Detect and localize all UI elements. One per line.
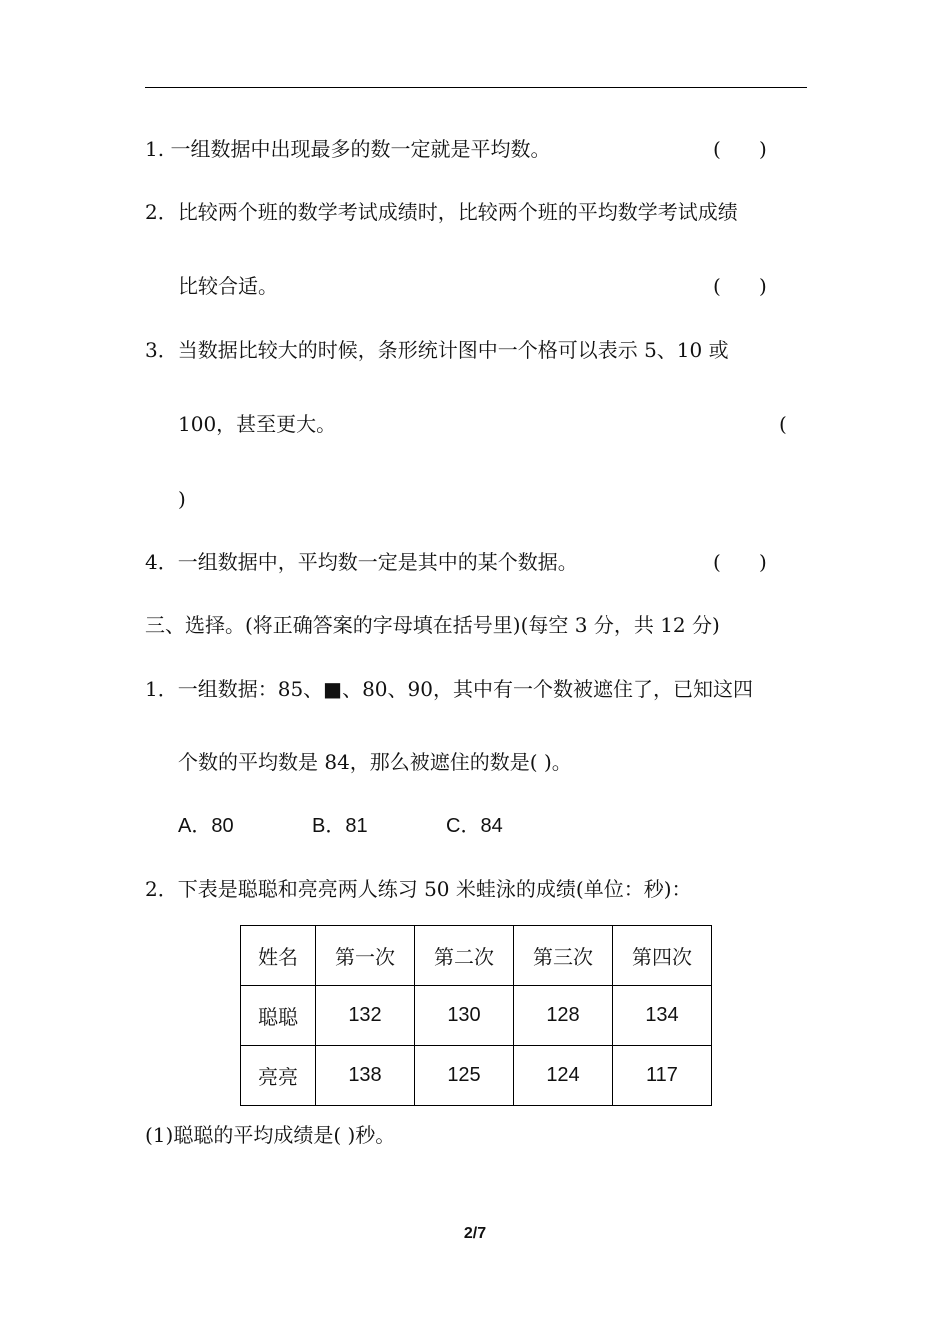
score-table [240, 925, 712, 1106]
table-header: 第二次 [415, 926, 514, 986]
judge-q3-line2: 100，甚至更大。 [178, 412, 337, 436]
table-cell: 130 [415, 986, 514, 1046]
table-cell: 117 [613, 1046, 712, 1106]
judge-q3-line1: 3．当数据比较大的时候，条形统计图中一个格可以表示 5、10 或 [145, 338, 729, 362]
table-header-row [241, 926, 712, 986]
table-cell: 138 [316, 1046, 415, 1106]
choice-q1-line1: 1．一组数据：85、■、80、90，其中有一个数被遮住了，已知这四 [145, 677, 753, 701]
page-number: 2/7 [463, 1225, 487, 1242]
table-header: 第三次 [514, 926, 613, 986]
judge-q2-line2: 比较合适。 [178, 274, 278, 298]
table-row [241, 986, 712, 1046]
judge-q4-text: 4．一组数据中，平均数一定是其中的某个数据。 [145, 550, 578, 574]
judge-q1-blank[interactable]: ( ) [713, 137, 767, 161]
judge-q3-open-paren[interactable]: ( [779, 412, 787, 436]
option-c[interactable]: C．84 [446, 815, 503, 837]
option-a[interactable]: A．80 [178, 815, 234, 837]
section3-heading: 三、选择。(将正确答案的字母填在括号里)(每空 3 分，共 12 分) [145, 613, 720, 637]
table-header: 姓名 [241, 926, 316, 986]
choice-q2-intro: 2．下表是聪聪和亮亮两人练习 50 米蛙泳的成绩(单位：秒)： [145, 877, 692, 901]
choice-q2-sub1: (1)聪聪的平均成绩是( )秒。 [145, 1123, 396, 1147]
table-cell: 124 [514, 1046, 613, 1106]
header-rule [145, 87, 807, 88]
choice-q1-line2: 个数的平均数是 84，那么被遮住的数是( )。 [178, 750, 572, 774]
judge-q4-blank[interactable]: ( ) [713, 550, 767, 574]
table-header: 第一次 [316, 926, 415, 986]
table-cell: 132 [316, 986, 415, 1046]
judge-q2-blank[interactable]: ( ) [713, 274, 767, 298]
table-row [241, 1046, 712, 1106]
table-cell: 128 [514, 986, 613, 1046]
judge-q2-line1: 2．比较两个班的数学考试成绩时，比较两个班的平均数学考试成绩 [145, 200, 738, 224]
table-cell-name: 亮亮 [241, 1046, 316, 1106]
option-b[interactable]: B．81 [312, 815, 368, 837]
table-cell: 134 [613, 986, 712, 1046]
table-cell: 125 [415, 1046, 514, 1106]
judge-q3-close-paren[interactable]: ) [178, 487, 186, 511]
table-header: 第四次 [613, 926, 712, 986]
judge-q1-text: 1. 一组数据中出现最多的数一定就是平均数。 [145, 137, 551, 161]
table-cell-name: 聪聪 [241, 986, 316, 1046]
